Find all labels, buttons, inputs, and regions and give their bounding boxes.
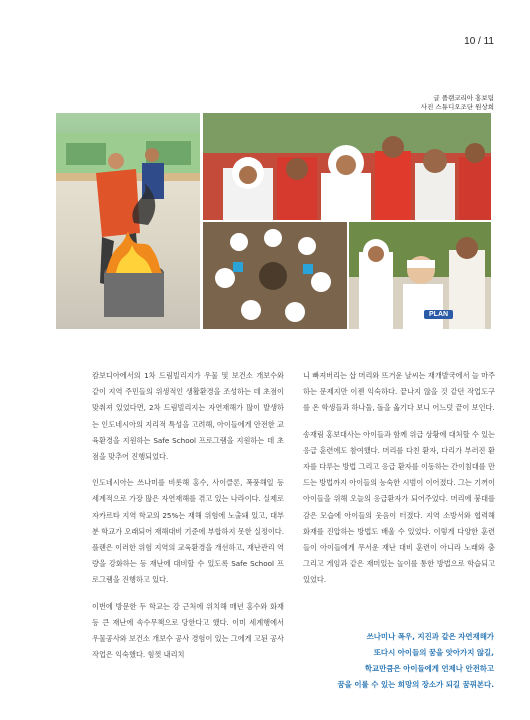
left-column-text xyxy=(92,368,284,673)
quote-line-1: 쓰나미나 폭우, 지진과 같은 자연재해가 xyxy=(366,632,494,641)
photographer-credit: 사진 스튜디오조단 원상희 xyxy=(420,103,494,111)
quote-line-4: 꿈을 이룰 수 있는 희망의 장소가 되길 꿈꿔본다. xyxy=(337,680,494,689)
fire-drill-illustration xyxy=(56,113,200,329)
photo-credits xyxy=(421,94,494,112)
plan-logo: PLAN xyxy=(424,310,453,319)
right-column-text xyxy=(303,368,495,599)
schoolgirls-photo xyxy=(203,113,491,220)
right-paragraph-2: 송재림 홍보대사는 아이들과 함께 위급 상황에 대처할 수 있는 응급 훈련에도 참여했다. 머리를 다친 환자, 다리가 부러진 환자를 다루는 방법 그리고 응급 환자를 이동하는 간이침대를 만드는 방법까지 아이들의 능숙한 시범이 이어졌다. 그는 기꺼이 아이들을 위해 오늘의 응급환자가 되어주었다. 머리에 붕대를 감은 모습에 아이들의 웃음이 터졌다. 지역 소방서와 협력해 화재를 진압하는 방법도 배울 수 있었다. 이렇게 다양한 훈련들이 아이들에게 무서운 재난 대비 훈련이 아니라 노래와 춤 그리고 게임과 같은 재미있는 놀이를 통한 방법으로 학습되고 있었다. xyxy=(303,429,495,585)
page-number: 10 / 11 xyxy=(464,36,494,47)
quote-line-3: 학교만큼은 아이들에게 언제나 안전하고 xyxy=(364,664,494,673)
quote-line-2: 또다시 아이들의 꿈을 앗아가지 않길, xyxy=(373,648,494,657)
writer-credit: 글 플랜코리아 홍보팀 xyxy=(433,94,494,102)
schoolgirls-illustration xyxy=(203,113,491,220)
left-paragraph-2: 인도네시아는 쓰나미를 비롯해 홍수, 사이클론, 폭풍해일 등 세계적으로 가장 많은 자연재해를 겪고 있는 나라이다. 실제로 자카르타 지역 학교의 25%는 재해 위험에 노출돼 있고, 대부분 학교가 오래되어 재해대비 기준에 부합하지 못한 실정이다. 플랜은 이러한 위험 지역의 교육환경을 개선하고, 재난관리 역량을 강화하는 등 재난에 대비할 수 있도록 Safe School 프로그램을 진행하고 있다. xyxy=(92,478,284,585)
fire-drill-photo xyxy=(56,113,200,329)
right-paragraph-1: 니 빠져버리는 삽 머리와 뜨거운 날씨는 재개발국에서 늘 마주하는 문제지만 이젠 익숙하다. 끝나지 않을 것 같던 작업도구를 온 학생들과 하나둘, 돌을 옮기다 보니 어느덧 끝이 보인다. xyxy=(303,371,495,413)
children-activity-illustration xyxy=(203,222,347,329)
left-paragraph-3: 이번에 방문한 두 학교는 강 근처에 위치해 매년 홍수와 화재 등 큰 재난에 속수무책으로 당한다고 했다. 이미 세계행에서 우물공사와 보건소 개보수 공사 경험이 있는 그에게 고된 공사 작업은 익숙했다. 힘껏 내리치 xyxy=(92,601,284,660)
first-aid-drill-illustration xyxy=(349,222,491,329)
left-paragraph-1: 캄보디아에서의 1차 드림빌리지가 우물 및 보건소 개보수와 같이 지역 주민들의 위생적인 생활환경을 조성하는 데 초점이 맞춰져 있었다면, 2차 드림빌리지는 자연재해가 많이 발생하는 인도네시아의 지리적 특성을 고려해, 아이들에게 안전한 교육환경을 지원하는 Safe School 프로그램을 지원하는 데 초점을 맞추어 진행되었다. xyxy=(92,371,284,462)
pull-quote xyxy=(294,629,494,693)
children-activity-photo xyxy=(203,222,347,329)
first-aid-drill-photo xyxy=(349,222,491,329)
